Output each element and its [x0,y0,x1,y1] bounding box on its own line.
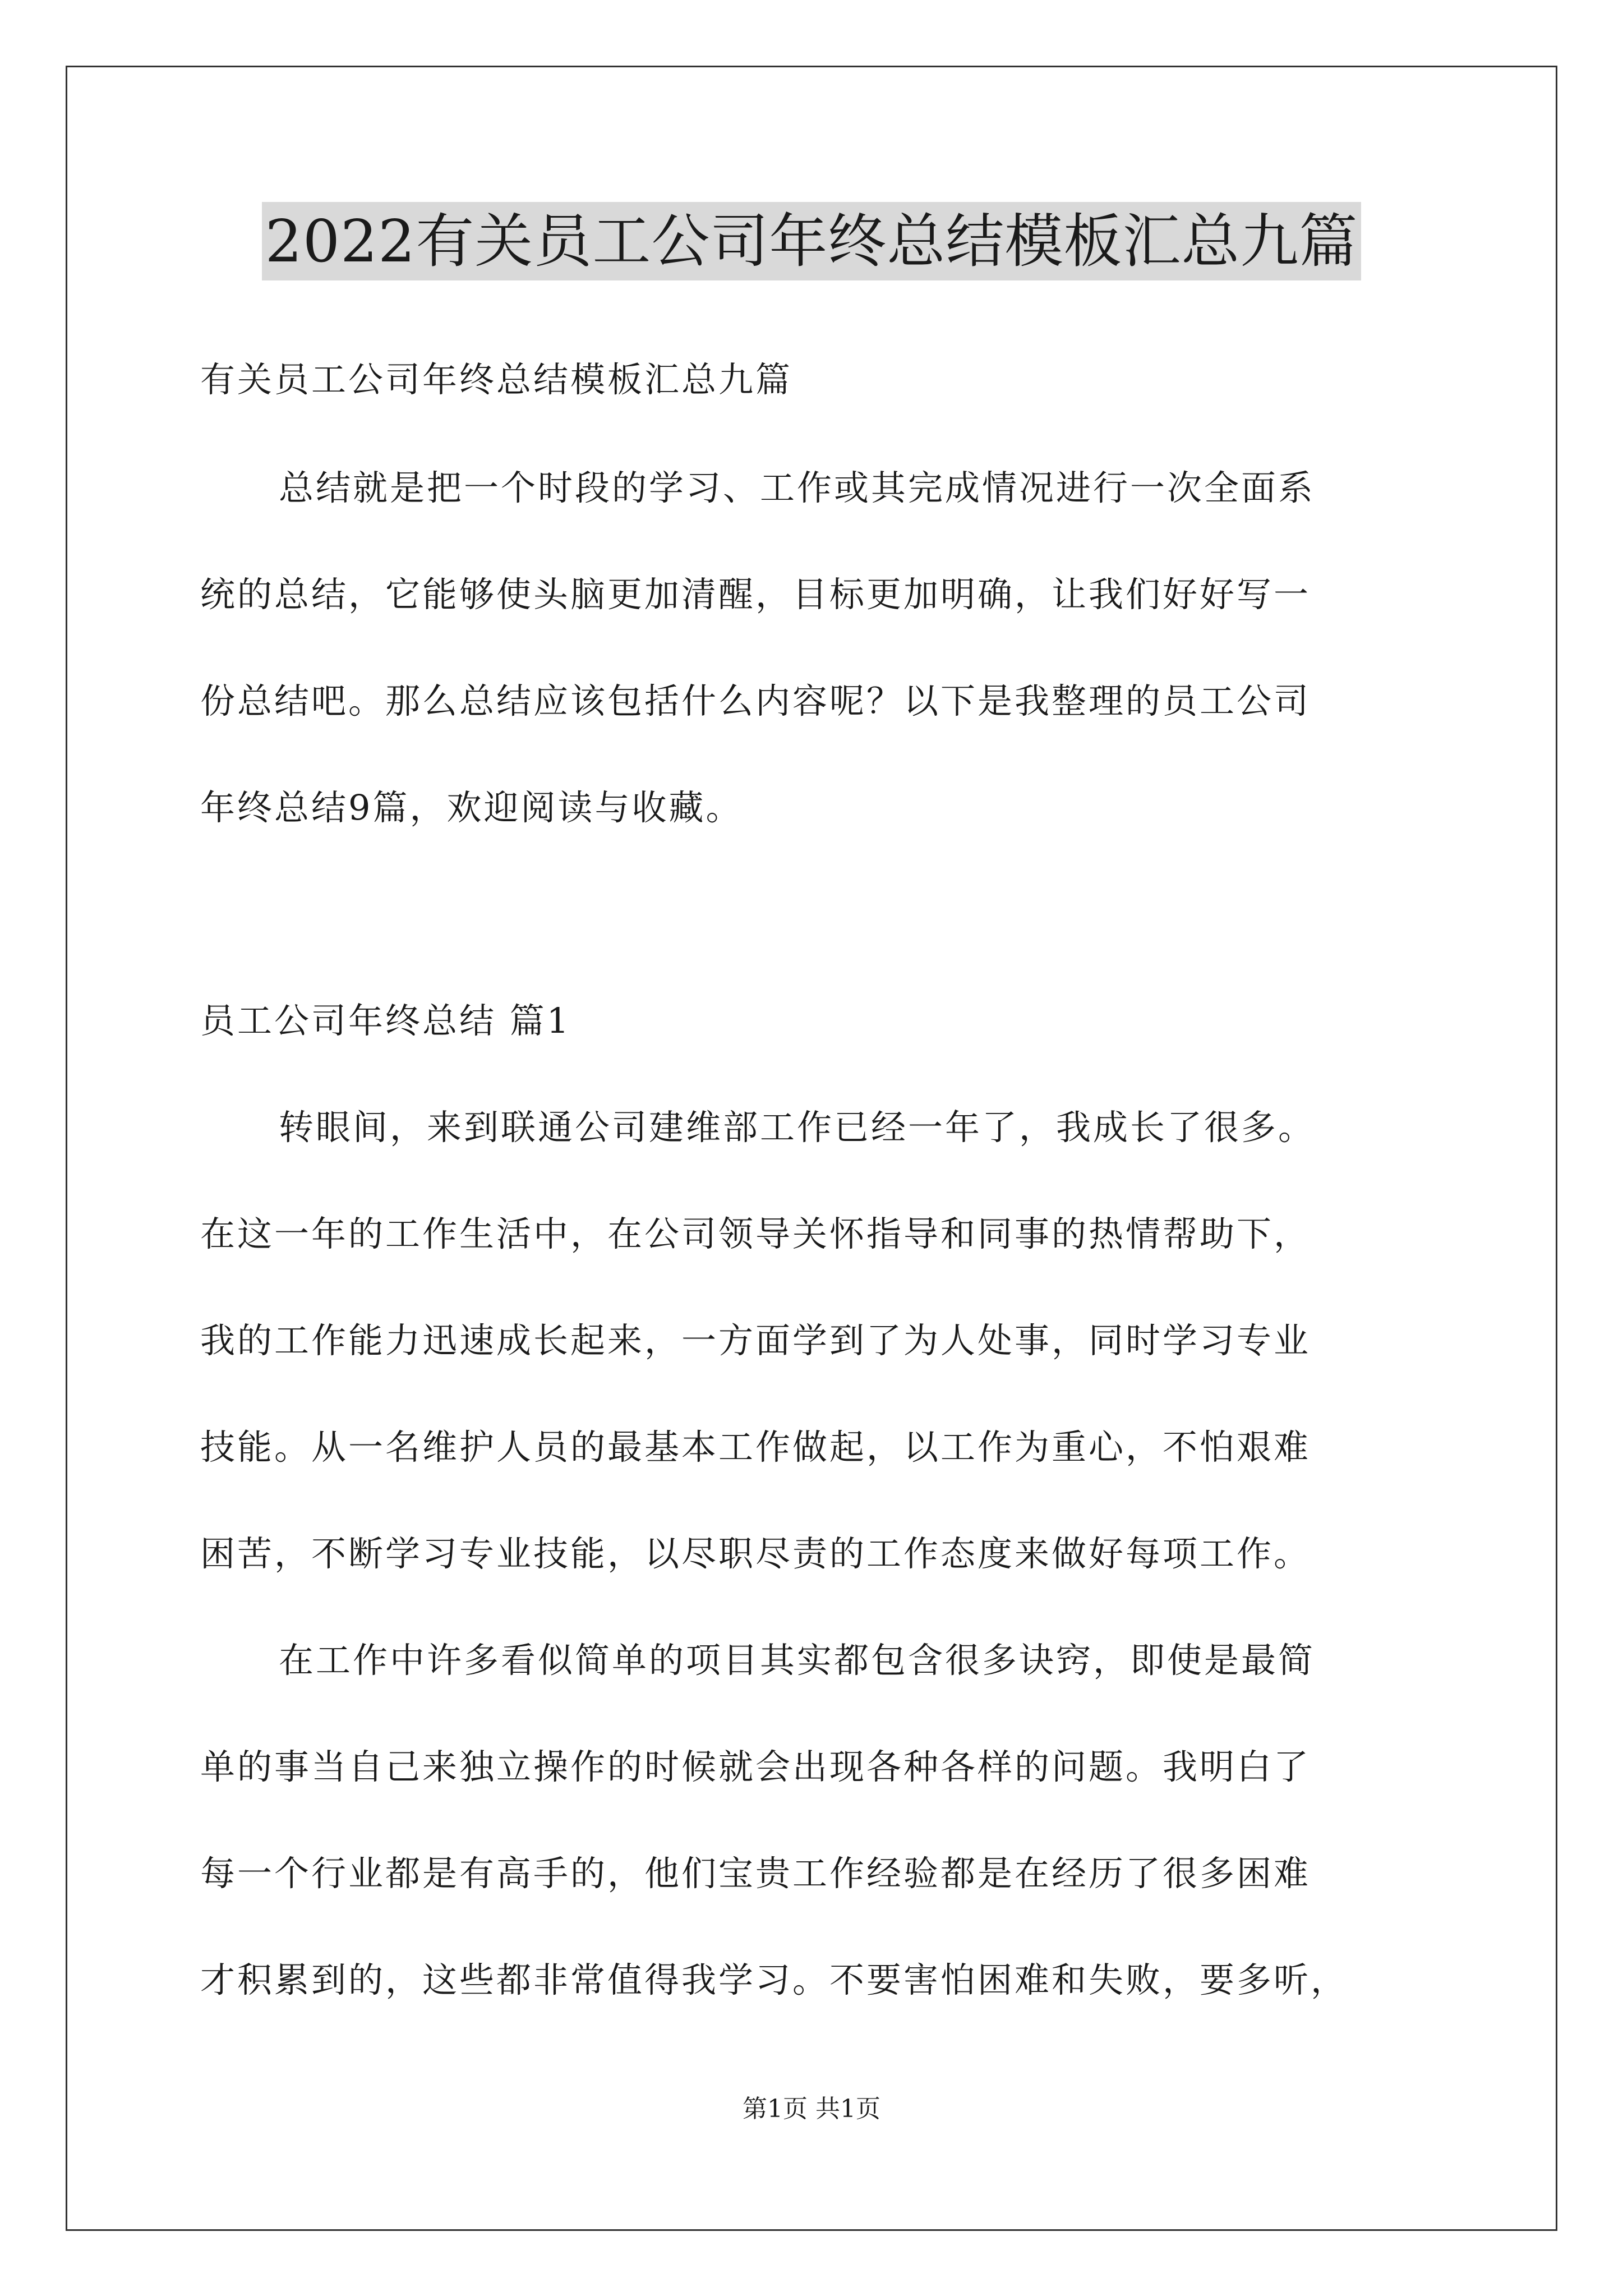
para1-line-5: 困苦，不断学习专业技能，以尽职尽责的工作态度来做好每项工作。 [200,1533,1311,1574]
page-footer: 第1页 共1页 [743,2095,880,2123]
para2-line-1: 在工作中许多看似简单的项目其实都包含很多诀窍，即使是最简 [279,1640,1316,1681]
intro-line-1: 总结就是把一个时段的学习、工作或其完成情况进行一次全面系 [279,467,1316,508]
para2-line-4: 才积累到的，这些都非常值得我学习。不要害怕困难和失败，要多听， [200,1959,1348,2000]
intro-line-2: 统的总结，它能够使头脑更加清醒，目标更加明确，让我们好好写一 [200,574,1311,615]
intro-line-3: 份总结吧。那么总结应该包括什么内容呢？以下是我整理的员工公司 [200,680,1311,721]
para2-line-2: 单的事当自己来独立操作的时候就会出现各种各样的问题。我明白了 [200,1746,1311,1787]
para1-line-1: 转眼间，来到联通公司建维部工作已经一年了，我成长了很多。 [279,1107,1316,1148]
title-container [0,202,1623,280]
para1-line-3: 我的工作能力迅速成长起来，一方面学到了为人处事，同时学习专业 [200,1320,1311,1361]
document-title: 2022有关员工公司年终总结模板汇总九篇 [262,202,1362,280]
section-heading: 员工公司年终总结 篇1 [200,1000,571,1041]
para1-line-2: 在这一年的工作生活中，在公司领导关怀指导和同事的热情帮助下， [200,1213,1311,1254]
document-subtitle: 有关员工公司年终总结模板汇总九篇 [200,359,793,400]
para1-line-4: 技能。从一名维护人员的最基本工作做起，以工作为重心，不怕艰难 [200,1427,1311,1467]
intro-line-4: 年终总结9篇，欢迎阅读与收藏。 [200,787,743,828]
para2-line-3: 每一个行业都是有高手的，他们宝贵工作经验都是在经历了很多困难 [200,1853,1311,1894]
